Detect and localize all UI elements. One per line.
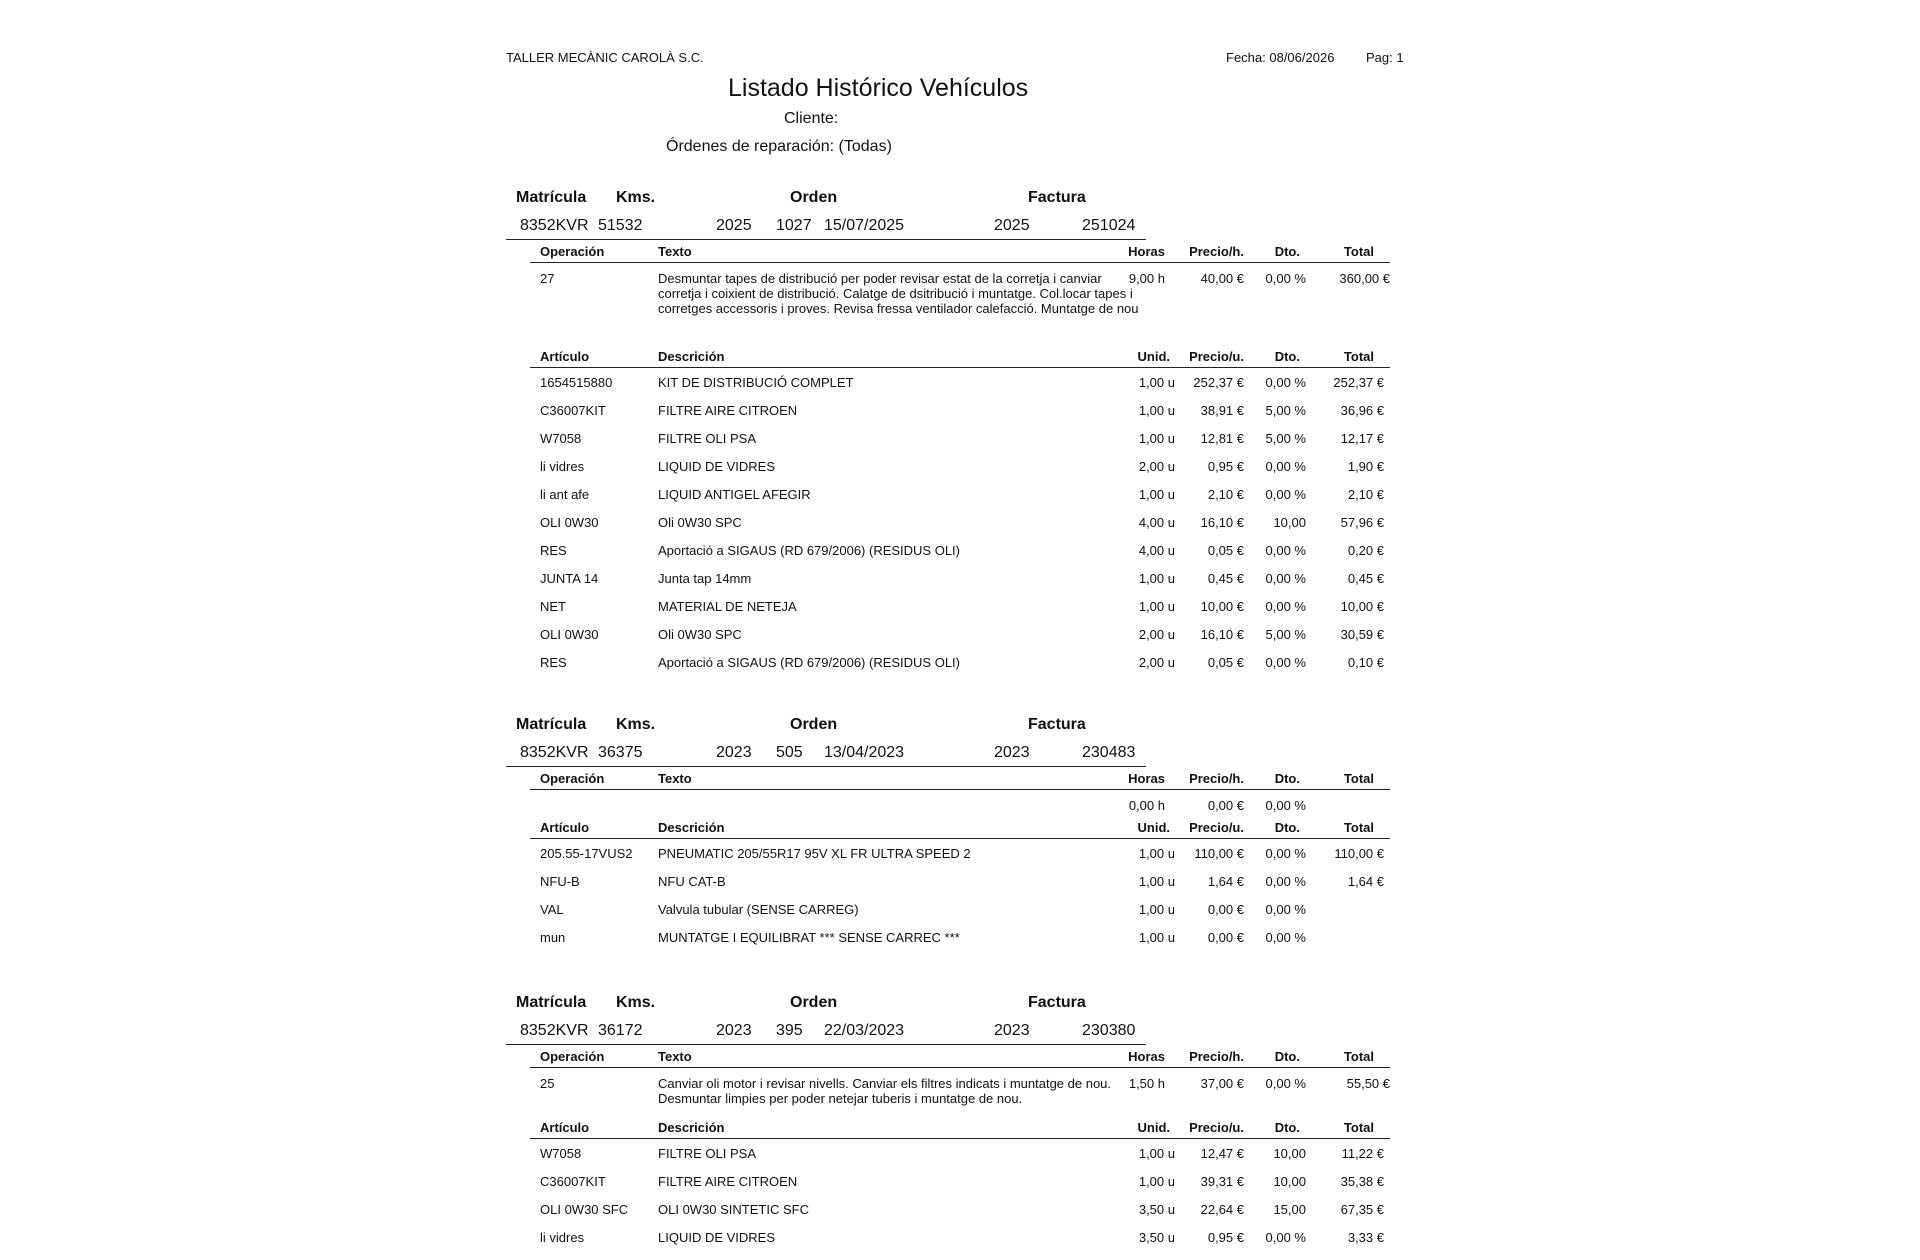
operation-text: Canviar oli motor i revisar nivells. Canviar els filtres indicats i muntatge de nou. Desmuntar limpies per poder netejar tuberis i muntatge de nou. (658, 1076, 1112, 1106)
article-row (530, 592, 1390, 620)
total-label: Total (1343, 1120, 1374, 1135)
operacion-label: Operación (540, 771, 605, 786)
article-discount: 5,00 % (1265, 431, 1306, 446)
article-units: 1,00 u (1138, 375, 1175, 390)
vehicle-block (500, 185, 1430, 676)
operation-price: 0,00 € (1207, 798, 1244, 813)
article-price: 0,95 € (1207, 1230, 1244, 1245)
article-price: 0,00 € (1207, 930, 1244, 945)
factura-year: 2023 (994, 1022, 1030, 1039)
operacion-label: Operación (540, 244, 605, 259)
article-units: 1,00 u (1138, 487, 1175, 502)
factura-number: 251024 (1082, 217, 1136, 234)
article-discount: 10,00 (1273, 515, 1306, 530)
article-units: 2,00 u (1138, 655, 1175, 670)
horas-label: Horas (1128, 244, 1165, 259)
factura-year: 2025 (994, 217, 1030, 234)
descripcion-label: Descrición (658, 349, 725, 364)
article-discount: 10,00 (1273, 1146, 1306, 1161)
article-total: 10,00 € (1340, 599, 1384, 614)
kms-value: 51532 (598, 217, 643, 234)
article-price: 38,91 € (1200, 403, 1244, 418)
precio-h-label: Precio/h. (1189, 1049, 1244, 1064)
orden-number: 395 (776, 1022, 803, 1039)
article-units: 1,00 u (1138, 571, 1175, 586)
article-code: 1654515880 (540, 375, 613, 390)
article-code: C36007KIT (540, 1174, 606, 1189)
vehicle-block (500, 712, 1430, 951)
article-discount: 5,00 % (1265, 403, 1306, 418)
article-units: 1,00 u (1138, 930, 1175, 945)
article-code: 205.55-17VUS2 (540, 846, 633, 861)
article-description: FILTRE AIRE CITROEN (658, 1174, 798, 1189)
matricula-value: 8352KVR (520, 1022, 589, 1039)
article-description: Aportació a SIGAUS (RD 679/2006) (RESIDUS OLI) (658, 543, 961, 558)
vehicle-row (506, 742, 1146, 767)
kms-value: 36375 (598, 744, 643, 761)
orden-label: Orden (790, 189, 838, 206)
article-code: OLI 0W30 (540, 515, 599, 530)
article-description: NFU CAT-B (658, 874, 726, 889)
operation-price: 40,00 € (1200, 271, 1244, 286)
article-total: 1,90 € (1347, 459, 1384, 474)
total-label: Total (1343, 771, 1374, 786)
total-label: Total (1343, 349, 1374, 364)
article-discount: 0,00 % (1265, 1230, 1306, 1245)
article-code: RES (540, 543, 567, 558)
texto-label: Texto (658, 244, 692, 259)
article-row (530, 620, 1390, 648)
descripcion-label: Descrición (658, 1120, 725, 1135)
articles-header (530, 345, 1390, 368)
article-price: 22,64 € (1200, 1202, 1244, 1217)
article-description: Valvula tubular (SENSE CARREG) (658, 902, 859, 917)
article-description: KIT DE DISTRIBUCIÓ COMPLET (658, 375, 854, 390)
article-row (530, 1223, 1390, 1251)
precio-u-label: Precio/u. (1189, 820, 1244, 835)
operation-hours: 0,00 h (1128, 798, 1165, 813)
unid-label: Unid. (1137, 1120, 1170, 1135)
article-row (530, 508, 1390, 536)
article-total: 2,10 € (1347, 487, 1384, 502)
article-units: 3,50 u (1138, 1202, 1175, 1217)
article-row (530, 1195, 1390, 1223)
article-description: MUNTATGE I EQUILIBRAT *** SENSE CARREC *** (658, 930, 960, 945)
article-code: NET (540, 599, 566, 614)
article-row (530, 895, 1390, 923)
texto-label: Texto (658, 771, 692, 786)
orden-year: 2023 (716, 744, 752, 761)
article-units: 2,00 u (1138, 627, 1175, 642)
article-price: 1,64 € (1207, 874, 1244, 889)
article-discount: 0,00 % (1265, 543, 1306, 558)
article-code: OLI 0W30 (540, 627, 599, 642)
article-discount: 0,00 % (1265, 930, 1306, 945)
article-units: 4,00 u (1138, 515, 1175, 530)
article-total: 0,10 € (1347, 655, 1384, 670)
article-discount: 0,00 % (1265, 487, 1306, 502)
orden-label: Orden (790, 994, 838, 1011)
article-price: 0,45 € (1207, 571, 1244, 586)
article-description: PNEUMATIC 205/55R17 95V XL FR ULTRA SPEED 2 (658, 846, 971, 861)
orders-filter: Órdenes de reparación: (Todas) (666, 138, 892, 155)
article-total: 30,59 € (1340, 627, 1384, 642)
vehicle-header (500, 185, 1430, 215)
operation-text: Desmuntar tapes de distribució per poder revisar estat de la corretja i canviar corretja i coixient de distribució. Calatge de dsitribució i muntatge. Col.locar tapes i corretges accessoris i proves. Revisa fressa ventilador calefacció. Muntatge de nou (658, 271, 1139, 316)
article-code: mun (540, 930, 566, 945)
operation-code: 27 (540, 271, 555, 286)
article-units: 1,00 u (1138, 403, 1175, 418)
operacion-label: Operación (540, 1049, 605, 1064)
article-code: W7058 (540, 431, 582, 446)
orden-year: 2025 (716, 217, 752, 234)
article-row (530, 1167, 1390, 1195)
article-price: 0,05 € (1207, 655, 1244, 670)
article-row (530, 867, 1390, 895)
article-code: li ant afe (540, 487, 590, 502)
operation-hours: 9,00 h (1128, 271, 1165, 286)
article-total: 36,96 € (1340, 403, 1384, 418)
orden-date: 22/03/2023 (824, 1022, 905, 1039)
article-description: Oli 0W30 SPC (658, 515, 742, 530)
dto-label: Dto. (1274, 349, 1300, 364)
article-units: 1,00 u (1138, 1174, 1175, 1189)
article-discount: 5,00 % (1265, 627, 1306, 642)
article-total: 252,37 € (1333, 375, 1384, 390)
operation-discount: 0,00 % (1265, 798, 1306, 813)
article-total: 0,20 € (1347, 543, 1384, 558)
precio-h-label: Precio/h. (1189, 244, 1244, 259)
article-discount: 0,00 % (1265, 902, 1306, 917)
precio-h-label: Precio/h. (1189, 771, 1244, 786)
kms-label: Kms. (616, 189, 656, 206)
horas-label: Horas (1128, 771, 1165, 786)
article-code: NFU-B (540, 874, 580, 889)
precio-u-label: Precio/u. (1189, 1120, 1244, 1135)
vehicle-row (506, 215, 1146, 240)
article-total: 110,00 € (1334, 846, 1384, 861)
article-row (530, 480, 1390, 508)
article-price: 2,10 € (1207, 487, 1244, 502)
precio-u-label: Precio/u. (1189, 349, 1244, 364)
factura-label: Factura (1028, 716, 1086, 733)
article-units: 1,00 u (1138, 902, 1175, 917)
matricula-value: 8352KVR (520, 744, 589, 761)
article-price: 39,31 € (1200, 1174, 1244, 1189)
total-label: Total (1343, 244, 1374, 259)
article-discount: 0,00 % (1265, 846, 1306, 861)
unid-label: Unid. (1137, 820, 1170, 835)
operation-total: 360,00 € (1339, 271, 1390, 286)
article-units: 4,00 u (1138, 543, 1175, 558)
dto-label: Dto. (1274, 1049, 1300, 1064)
article-price: 0,00 € (1207, 902, 1244, 917)
dto-label: Dto. (1274, 771, 1300, 786)
article-row (530, 648, 1390, 676)
article-code: RES (540, 655, 567, 670)
operation-total: 55,50 € (1346, 1076, 1390, 1091)
operation-row (530, 263, 1390, 345)
kms-label: Kms. (616, 716, 656, 733)
operation-row (530, 790, 1390, 816)
article-row (530, 396, 1390, 424)
matricula-value: 8352KVR (520, 217, 589, 234)
vehicle-block (500, 990, 1430, 1251)
article-description: OLI 0W30 SINTETIC SFC (658, 1202, 809, 1217)
article-row (530, 536, 1390, 564)
article-total: 3,33 € (1347, 1230, 1384, 1245)
article-description: LIQUID ANTIGEL AFEGIR (658, 487, 811, 502)
article-units: 1,00 u (1138, 1146, 1175, 1161)
article-units: 1,00 u (1138, 599, 1175, 614)
article-price: 10,00 € (1200, 599, 1244, 614)
article-code: VAL (540, 902, 564, 917)
article-price: 0,95 € (1207, 459, 1244, 474)
article-total: 0,45 € (1347, 571, 1384, 586)
factura-label: Factura (1028, 994, 1086, 1011)
article-units: 2,00 u (1138, 459, 1175, 474)
article-discount: 0,00 % (1265, 599, 1306, 614)
article-code: OLI 0W30 SFC (540, 1202, 629, 1217)
operation-hours: 1,50 h (1128, 1076, 1165, 1091)
article-row (530, 923, 1390, 951)
article-description: FILTRE OLI PSA (658, 431, 757, 446)
operation-header (530, 1045, 1390, 1068)
unid-label: Unid. (1137, 349, 1170, 364)
orden-label: Orden (790, 716, 838, 733)
operation-discount: 0,00 % (1265, 1076, 1306, 1091)
article-description: MATERIAL DE NETEJA (658, 599, 797, 614)
operation-discount: 0,00 % (1265, 271, 1306, 286)
article-total: 67,35 € (1340, 1202, 1384, 1217)
article-units: 1,00 u (1138, 431, 1175, 446)
article-discount: 0,00 % (1265, 874, 1306, 889)
article-total: 11,22 € (1341, 1146, 1384, 1161)
article-description: FILTRE AIRE CITROEN (658, 403, 798, 418)
article-row (530, 564, 1390, 592)
article-price: 110,00 € (1194, 846, 1244, 861)
total-label: Total (1343, 820, 1374, 835)
article-discount: 15,00 (1273, 1202, 1306, 1217)
total-label: Total (1343, 1049, 1374, 1064)
dto-label: Dto. (1274, 820, 1300, 835)
article-price: 252,37 € (1193, 375, 1244, 390)
company-name: TALLER MECÀNIC CAROLÀ S.C. (506, 50, 704, 65)
articles-header (530, 1116, 1390, 1139)
matricula-label: Matrícula (516, 994, 587, 1011)
article-total: 35,38 € (1340, 1174, 1384, 1189)
kms-label: Kms. (616, 994, 656, 1011)
article-units: 3,50 u (1138, 1230, 1175, 1245)
operation-header (530, 240, 1390, 263)
report-date: Fecha: 08/06/2026 (1226, 50, 1335, 65)
article-code: li vidres (540, 459, 585, 474)
orden-number: 1027 (776, 217, 812, 234)
factura-number: 230380 (1082, 1022, 1136, 1039)
article-description: LIQUID DE VIDRES (658, 1230, 776, 1245)
article-total: 1,64 € (1347, 874, 1384, 889)
factura-number: 230483 (1082, 744, 1136, 761)
article-price: 16,10 € (1200, 627, 1244, 642)
article-code: JUNTA 14 (540, 571, 599, 586)
page-number: Pag: 1 (1366, 50, 1404, 65)
report-page (500, 0, 1430, 1260)
article-price: 12,81 € (1200, 431, 1244, 446)
article-description: Aportació a SIGAUS (RD 679/2006) (RESIDUS OLI) (658, 655, 961, 670)
articulo-label: Artículo (540, 820, 590, 835)
article-row (530, 1139, 1390, 1167)
horas-label: Horas (1128, 1049, 1165, 1064)
matricula-label: Matrícula (516, 716, 587, 733)
article-discount: 0,00 % (1265, 571, 1306, 586)
article-units: 1,00 u (1138, 846, 1175, 861)
article-total: 57,96 € (1340, 515, 1384, 530)
descripcion-label: Descrición (658, 820, 725, 835)
article-description: Junta tap 14mm (658, 571, 752, 586)
article-price: 0,05 € (1207, 543, 1244, 558)
orden-year: 2023 (716, 1022, 752, 1039)
client-label: Cliente: (784, 110, 839, 127)
article-price: 16,10 € (1200, 515, 1244, 530)
article-discount: 0,00 % (1265, 655, 1306, 670)
operation-header (530, 767, 1390, 790)
orden-number: 505 (776, 744, 803, 761)
article-code: li vidres (540, 1230, 585, 1245)
factura-label: Factura (1028, 189, 1086, 206)
article-row (530, 424, 1390, 452)
matricula-label: Matrícula (516, 189, 587, 206)
articulo-label: Artículo (540, 349, 590, 364)
dto-label: Dto. (1274, 1120, 1300, 1135)
operation-code: 25 (540, 1076, 555, 1091)
vehicle-row (506, 1020, 1146, 1045)
article-row (530, 839, 1390, 867)
article-discount: 0,00 % (1265, 375, 1306, 390)
article-units: 1,00 u (1138, 874, 1175, 889)
kms-value: 36172 (598, 1022, 643, 1039)
article-discount: 0,00 % (1265, 459, 1306, 474)
factura-year: 2023 (994, 744, 1030, 761)
article-description: Oli 0W30 SPC (658, 627, 742, 642)
article-price: 12,47 € (1200, 1146, 1244, 1161)
article-total: 12,17 € (1340, 431, 1384, 446)
texto-label: Texto (658, 1049, 692, 1064)
operation-price: 37,00 € (1200, 1076, 1244, 1091)
article-code: C36007KIT (540, 403, 606, 418)
operation-row (530, 1068, 1390, 1116)
report-title: Listado Histórico Vehículos (728, 74, 1029, 102)
article-discount: 10,00 (1273, 1174, 1306, 1189)
article-row (530, 368, 1390, 396)
article-description: FILTRE OLI PSA (658, 1146, 757, 1161)
article-code: W7058 (540, 1146, 582, 1161)
article-row (530, 452, 1390, 480)
dto-label: Dto. (1274, 244, 1300, 259)
orden-date: 15/07/2025 (824, 217, 905, 234)
vehicle-header (500, 712, 1430, 742)
articles-header (530, 816, 1390, 839)
articulo-label: Artículo (540, 1120, 590, 1135)
orden-date: 13/04/2023 (824, 744, 905, 761)
article-description: LIQUID DE VIDRES (658, 459, 776, 474)
vehicle-header (500, 990, 1430, 1020)
